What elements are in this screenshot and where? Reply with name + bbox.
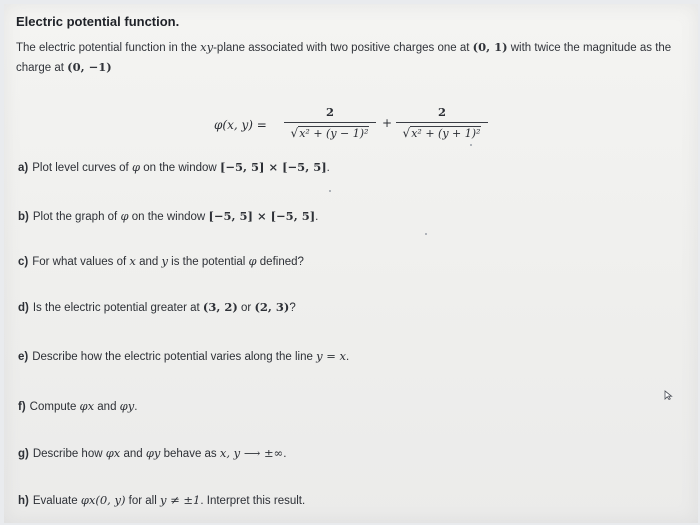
question-c-label: c) — [18, 256, 29, 268]
question-b-window: [−5, 5] × [−5, 5] — [208, 209, 316, 223]
question-c: c) For what values of x and y is the potential φ defined? — [18, 254, 304, 268]
question-e-line: y = x — [316, 349, 346, 363]
intro-text-3: with twice the magnitude as the charge at — [16, 42, 672, 74]
question-h: h) Evaluate φx(0, y) for all y ≠ ±1. Interpret this result. — [18, 493, 306, 507]
fraction-2-denominator: x² + (y + 1)² — [411, 127, 481, 140]
fraction-1 — [284, 104, 376, 142]
question-e: e) Describe how the electric potential varies along the line y = x. — [18, 349, 350, 363]
question-d: d) Is the electric potential greater at (3, 2) or (2, 3)? — [18, 300, 296, 314]
question-g-label: g) — [18, 448, 29, 460]
sqrt-icon: √ — [402, 126, 411, 140]
question-b-label: b) — [18, 211, 29, 223]
question-e-label: e) — [18, 351, 29, 363]
question-f-label: f) — [18, 401, 26, 413]
formula-lhs: φ(x, y) = — [214, 118, 267, 132]
question-a-window: [−5, 5] × [−5, 5] — [219, 160, 327, 174]
question-g-limit: x, y ⟶ ±∞ — [219, 446, 284, 460]
intro-point-1: (0, 1) — [472, 40, 508, 54]
fraction-1-denominator: x² + (y − 1)² — [299, 127, 369, 140]
fraction-2-numerator: 2 — [437, 105, 446, 119]
intro-text-2: -plane associated with two positive charges one at — [213, 42, 473, 54]
page-title: Electric potential function. — [16, 14, 180, 29]
intro-text-1: The electric potential function in the — [16, 42, 201, 54]
intro-point-2: (0, −1) — [67, 60, 112, 74]
question-h-label: h) — [18, 495, 29, 507]
sqrt-icon: √ — [290, 126, 299, 140]
fraction-2 — [396, 104, 488, 142]
question-f: f) Compute φx and φy. — [18, 399, 138, 413]
dust-speck — [470, 144, 472, 146]
question-d-label: d) — [18, 302, 29, 314]
dust-speck — [329, 190, 331, 192]
formula-plus: + — [382, 116, 393, 130]
question-a: a) Plot level curves of φ on the window [−5, 5] × [−5, 5]. — [18, 160, 330, 174]
intro-var-xy: xy — [200, 40, 214, 54]
question-a-label: a) — [18, 162, 29, 174]
document-page — [4, 4, 698, 523]
question-g: g) Describe how φx and φy behave as x, y ⟶ ±∞. — [18, 446, 287, 460]
dust-speck — [425, 233, 427, 235]
cursor-icon — [664, 390, 674, 400]
intro-paragraph — [16, 38, 691, 78]
question-b: b) Plot the graph of φ on the window [−5, 5] × [−5, 5]. — [18, 209, 319, 223]
fraction-1-numerator: 2 — [325, 105, 334, 119]
